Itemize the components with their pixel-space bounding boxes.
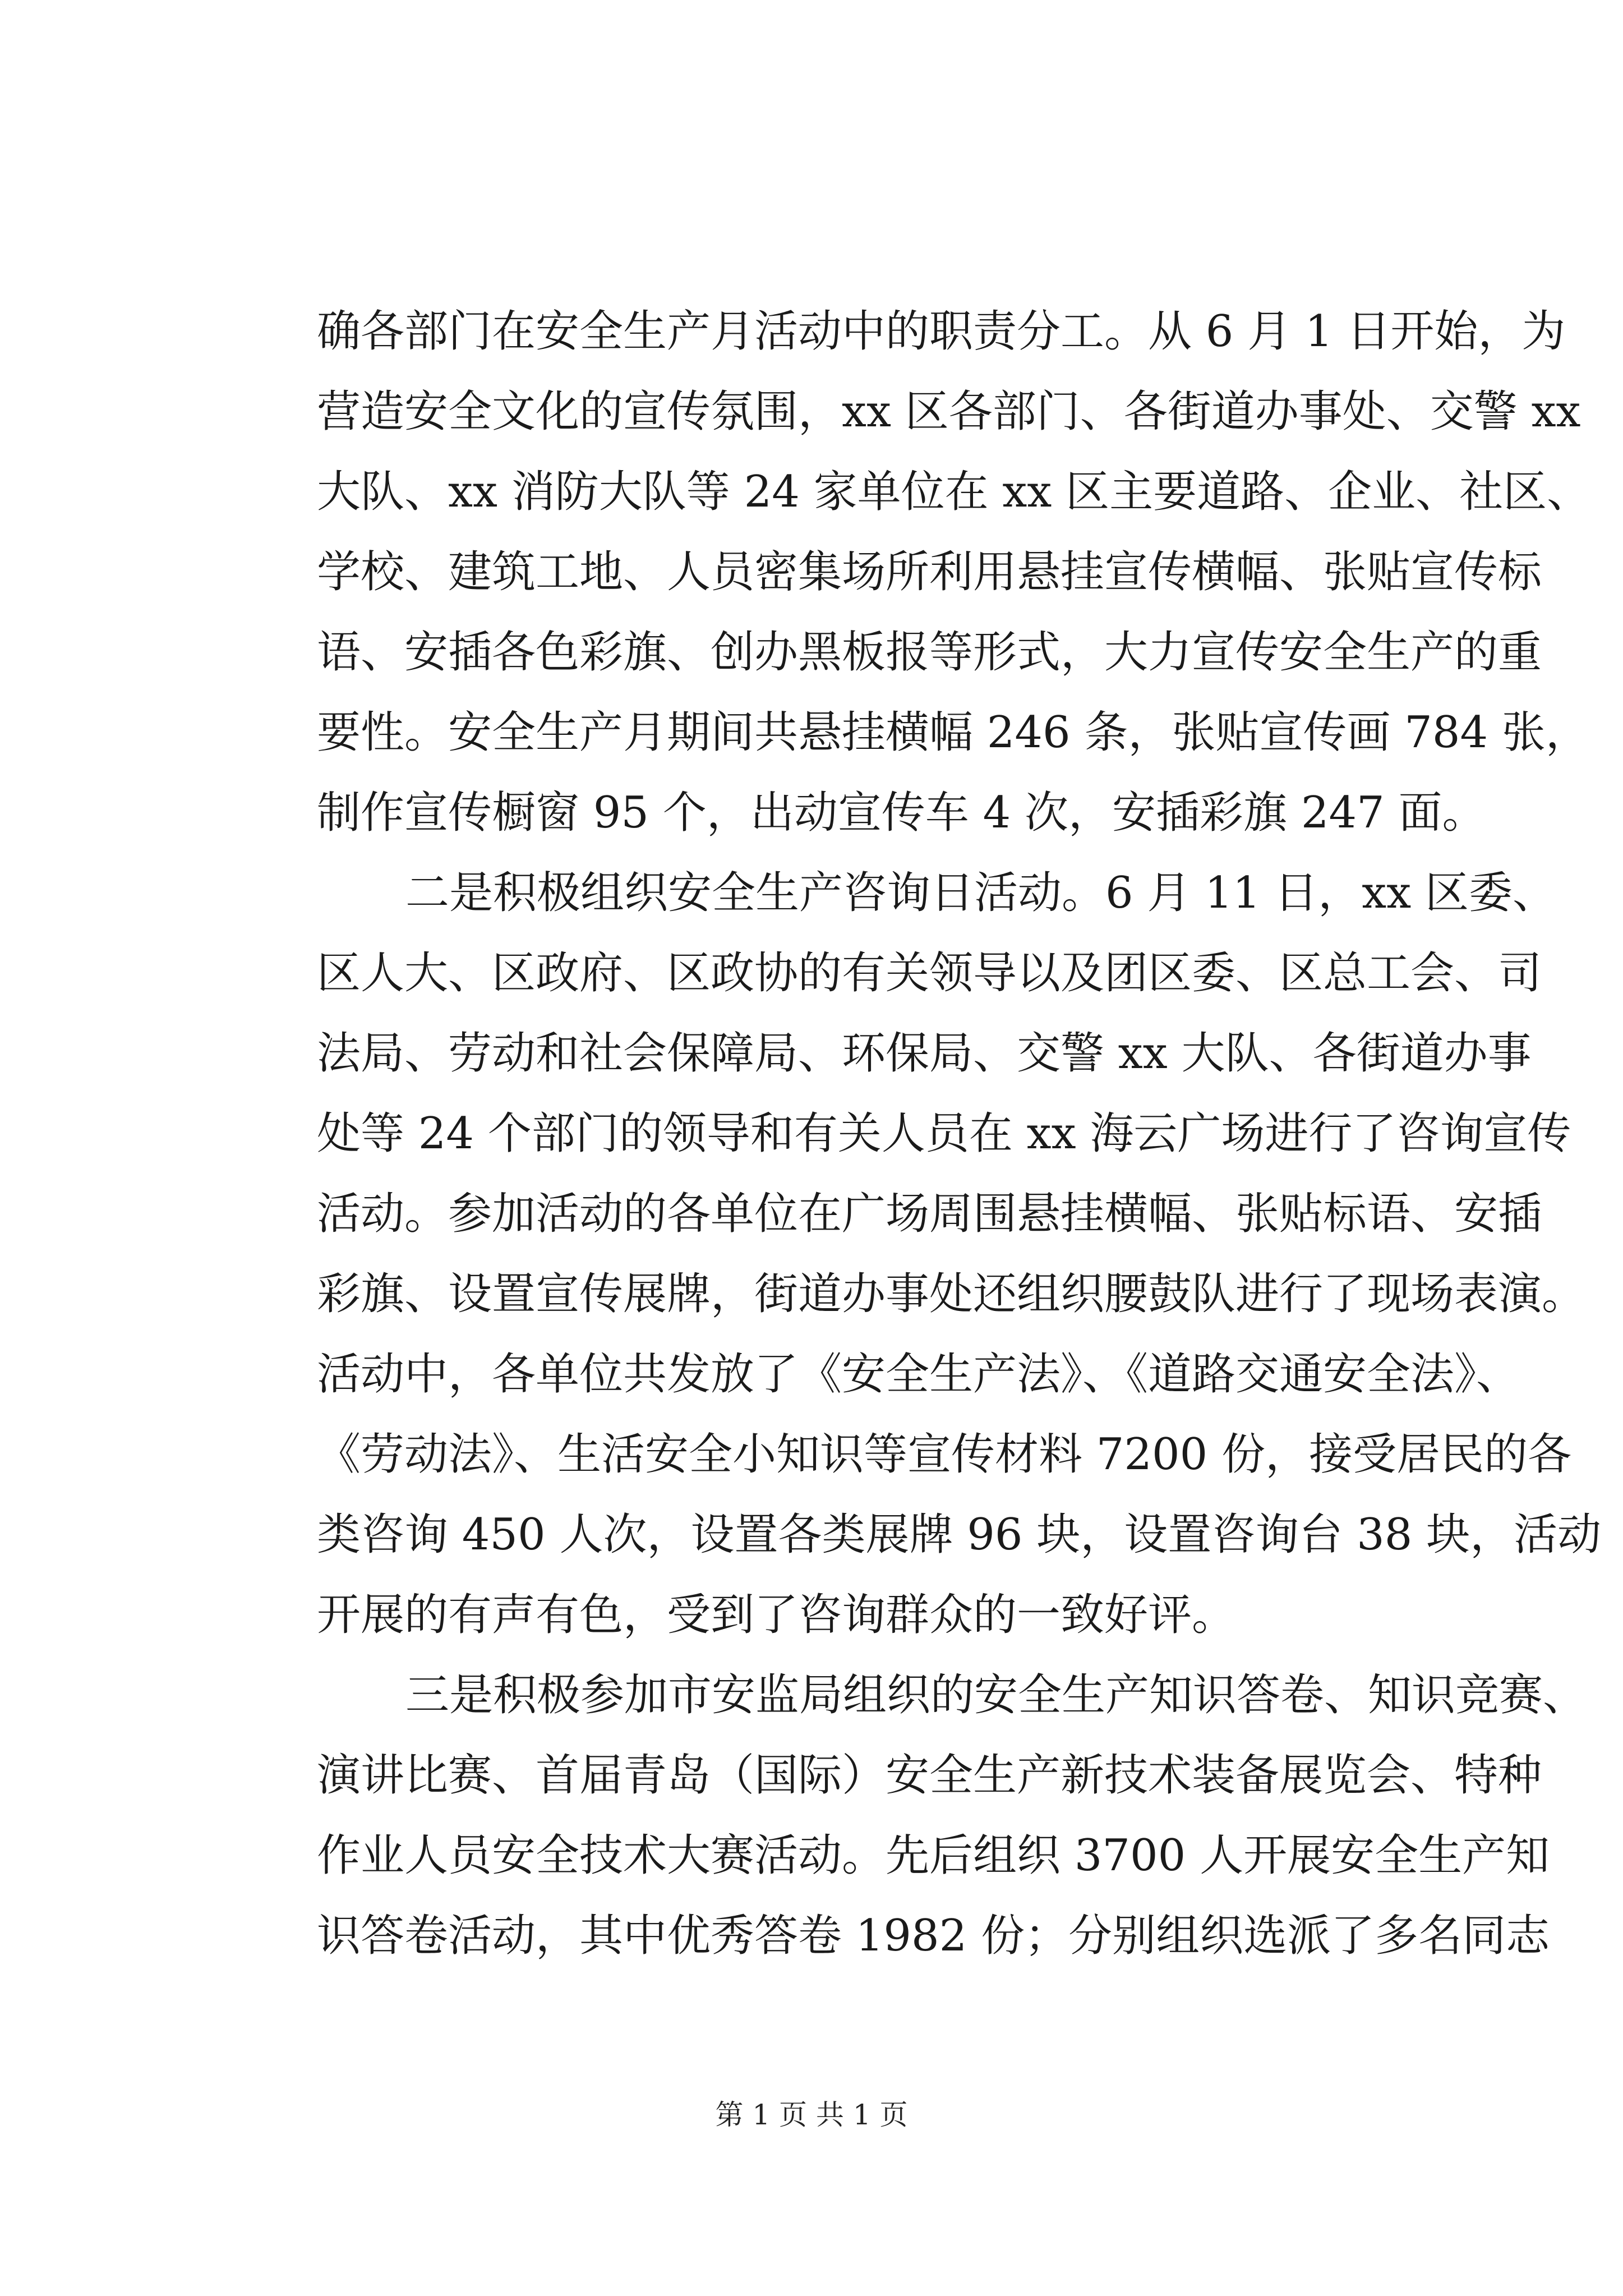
text-line: 要性。安全生产月期间共悬挂横幅 246 条，张贴宣传画 784 张， (317, 707, 1589, 758)
text-line: 识答卷活动，其中优秀答卷 1982 份；分别组织选派了多名同志 (317, 1911, 1550, 1961)
text-line: 制作宣传橱窗 95 个，出动宣传车 4 次，安插彩旗 247 面。 (317, 788, 1486, 838)
text-line: 营造安全文化的宣传氛围，xx 区各部门、各街道办事处、交警 xx (317, 386, 1581, 437)
text-line: 《劳动法》、生活安全小知识等宣传材料 7200 份，接受居民的各 (317, 1429, 1572, 1480)
text-line: 学校、建筑工地、人员密集场所利用悬挂宣传横幅、张贴宣传标 (317, 547, 1542, 597)
document-body (317, 292, 1602, 1976)
text-line: 活动。参加活动的各单位在广场周围悬挂横幅、张贴标语、安插 (317, 1189, 1542, 1239)
text-line: 开展的有声有色，受到了咨询群众的一致好评。 (317, 1590, 1236, 1640)
text-line: 大队、xx 消防大队等 24 家单位在 xx 区主要道路、企业、社区、 (317, 467, 1591, 517)
text-line: 类咨询 450 人次，设置各类展牌 96 块，设置咨询台 38 块，活动 (317, 1510, 1602, 1560)
text-line: 区人大、区政府、区政协的有关领导以及团区委、区总工会、司 (317, 948, 1542, 999)
text-line: 彩旗、设置宣传展牌，街道办事处还组织腰鼓队进行了现场表演。 (317, 1269, 1586, 1319)
paragraph-start-line: 二是积极组织安全生产咨询日活动。6 月 11 日，xx 区委、 (405, 868, 1557, 918)
text-line: 演讲比赛、首届青岛（国际）安全生产新技术装备展览会、特种 (317, 1750, 1542, 1801)
page-number-footer: 第 1 页 共 1 页 (715, 2099, 908, 2131)
paragraph-start-line: 三是积极参加市安监局组织的安全生产知识答卷、知识竞赛、 (405, 1670, 1587, 1720)
text-line: 处等 24 个部门的领导和有关人员在 xx 海云广场进行了咨询宣传 (317, 1108, 1571, 1159)
text-line: 确各部门在安全生产月活动中的职责分工。从 6 月 1 日开始，为 (317, 306, 1566, 357)
text-line: 作业人员安全技术大赛活动。先后组织 3700 人开展安全生产知 (317, 1830, 1550, 1881)
text-line: 法局、劳动和社会保障局、环保局、交警 xx 大队、各街道办事 (317, 1028, 1532, 1079)
text-line: 活动中，各单位共发放了《安全生产法》、《道路交通安全法》、 (317, 1349, 1520, 1400)
text-line: 语、安插各色彩旗、创办黑板报等形式，大力宣传安全生产的重 (317, 627, 1542, 678)
